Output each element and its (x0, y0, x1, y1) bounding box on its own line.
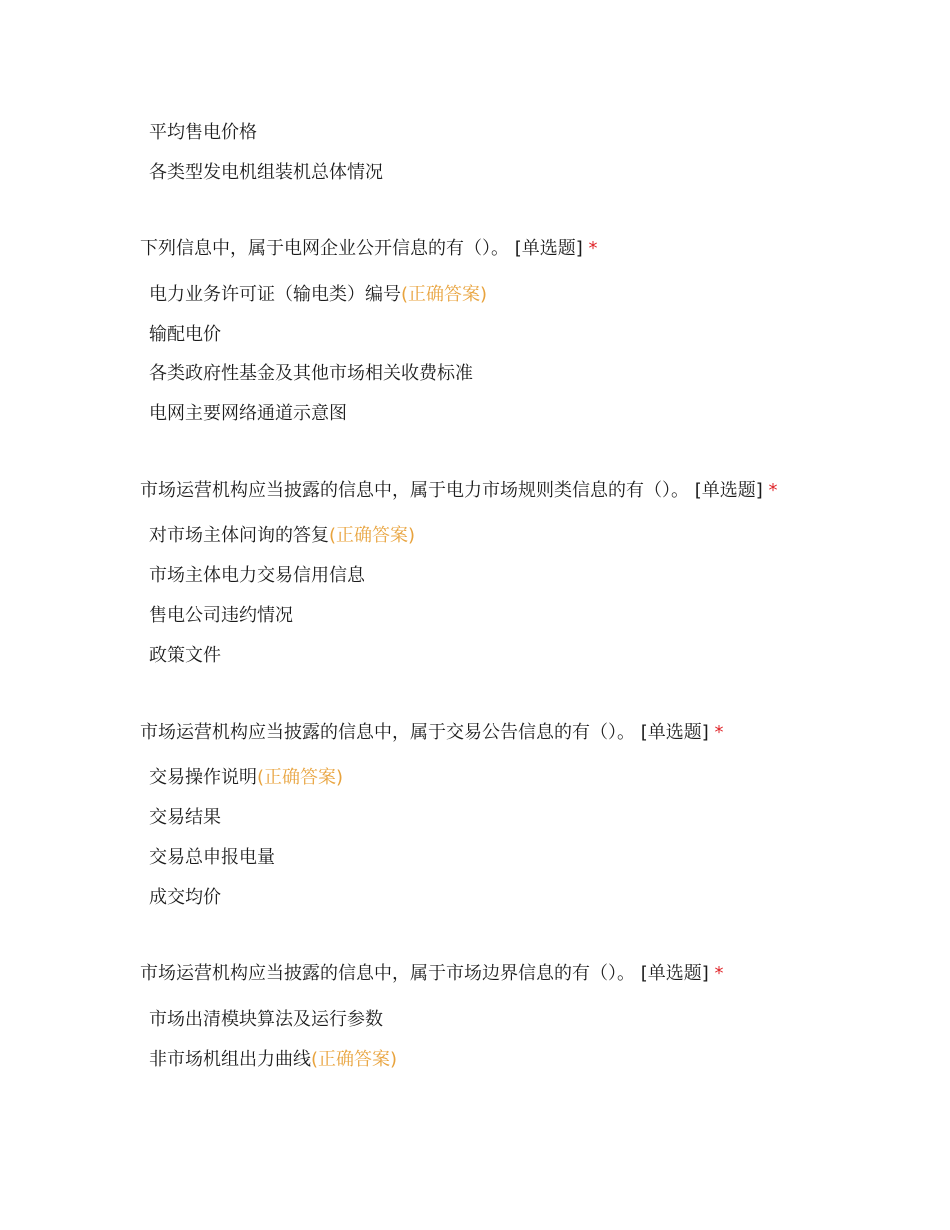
option-text: 电力业务许可证（输电类）编号 (149, 284, 401, 305)
option-text: 市场主体电力交易信用信息 (149, 565, 365, 586)
correct-answer-tag: (正确答案) (401, 284, 488, 305)
option-item (149, 362, 473, 386)
option-text: 交易结果 (149, 807, 221, 828)
question-type: [单选题] (640, 722, 709, 743)
option-text: 成交均价 (149, 887, 221, 908)
option-text: 各类型发电机组装机总体情况 (149, 162, 383, 183)
question-title (140, 237, 598, 261)
option-text: 售电公司违约情况 (149, 605, 293, 626)
correct-answer-tag: (正确答案) (257, 767, 344, 788)
option-item (149, 121, 257, 145)
option-item (149, 402, 347, 426)
option-text: 输配电价 (149, 324, 221, 345)
option-item (149, 564, 365, 588)
option-item (149, 524, 415, 548)
question-type: [单选题] (514, 238, 583, 259)
option-item (149, 161, 383, 185)
question-type: [单选题] (640, 963, 709, 984)
correct-answer-tag: (正确答案) (329, 525, 416, 546)
option-item (149, 766, 343, 790)
option-text: 平均售电价格 (149, 122, 257, 143)
question-type: [单选题] (694, 480, 763, 501)
option-item (149, 644, 221, 668)
question-text: 下列信息中，属于电网企业公开信息的有（）。 (140, 238, 509, 259)
question-title (140, 962, 724, 986)
option-item (149, 846, 275, 870)
option-text: 政策文件 (149, 645, 221, 666)
option-item (149, 1008, 383, 1032)
required-mark: * (714, 963, 724, 984)
option-item (149, 806, 221, 830)
question-title (140, 721, 724, 745)
option-item (149, 1048, 397, 1072)
question-text: 市场运营机构应当披露的信息中，属于交易公告信息的有（）。 (140, 722, 635, 743)
option-item (149, 886, 221, 910)
correct-answer-tag: (正确答案) (311, 1049, 398, 1070)
option-text: 市场出清模块算法及运行参数 (149, 1009, 383, 1030)
option-text: 各类政府性基金及其他市场相关收费标准 (149, 363, 473, 384)
question-text: 市场运营机构应当披露的信息中，属于市场边界信息的有（）。 (140, 963, 635, 984)
option-text: 对市场主体问询的答复 (149, 525, 329, 546)
option-item (149, 604, 293, 628)
required-mark: * (588, 238, 598, 259)
required-mark: * (768, 480, 778, 501)
option-item (149, 283, 487, 307)
required-mark: * (714, 722, 724, 743)
question-title (140, 479, 778, 503)
option-text: 交易操作说明 (149, 767, 257, 788)
option-text: 电网主要网络通道示意图 (149, 403, 347, 424)
option-item (149, 323, 221, 347)
option-text: 非市场机组出力曲线 (149, 1049, 311, 1070)
option-text: 交易总申报电量 (149, 847, 275, 868)
question-text: 市场运营机构应当披露的信息中，属于电力市场规则类信息的有（）。 (140, 480, 689, 501)
